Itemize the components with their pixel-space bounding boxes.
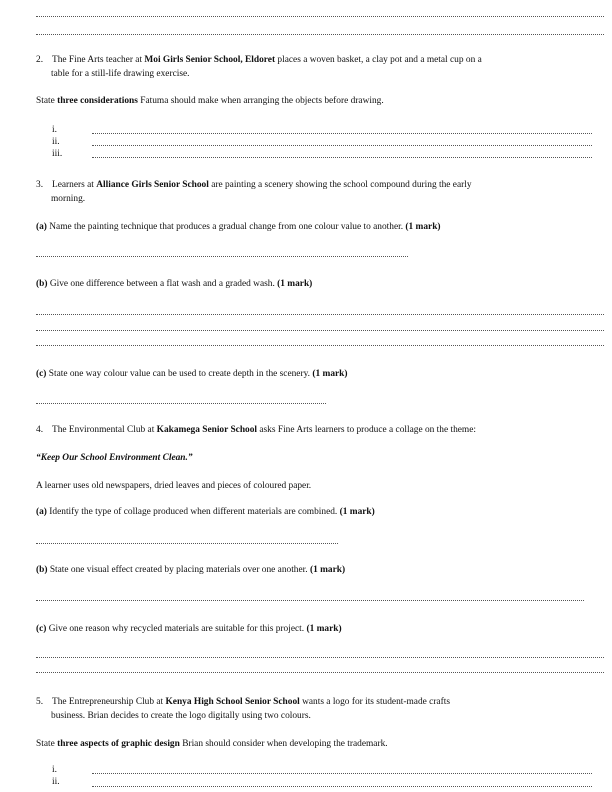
mark-allocation: (1 mark) (306, 624, 342, 634)
mark-allocation: (1 mark) (339, 507, 375, 517)
answer-line[interactable] (36, 16, 604, 17)
part-label: (a) (36, 222, 47, 232)
instr-bold: three aspects of graphic design (57, 739, 180, 749)
mark-allocation: (1 mark) (312, 369, 348, 379)
part-text: Give one reason why recycled materials are suitable for this project. (46, 624, 307, 634)
question-4-context: A learner uses old newspapers, dried leaves and pieces of coloured paper. (36, 481, 312, 491)
question-number: 3. (36, 180, 44, 190)
stem-text: Learners at (52, 180, 97, 190)
answer-line[interactable] (36, 34, 604, 35)
instr-text: Brian should consider when developing the trademark. (179, 739, 388, 749)
instr-text: Fatuma should make when arranging the objects before drawing. (137, 96, 384, 106)
question-number: 4. (36, 425, 44, 435)
question-3-stem-line2: morning. (51, 194, 86, 204)
instr-text: State (36, 739, 58, 749)
question-3b (36, 279, 312, 289)
answer-line[interactable] (36, 403, 326, 404)
item-label: iii. (52, 149, 63, 159)
question-4c (36, 624, 342, 634)
item-label: ii. (52, 777, 60, 787)
stem-text: places a woven basket, a clay pot and a metal cup on a (275, 55, 482, 65)
question-4-stem (36, 425, 476, 435)
part-text: Give one difference between a flat wash and a graded wash. (47, 279, 278, 289)
answer-line[interactable] (92, 133, 592, 134)
question-4b (36, 565, 345, 575)
school-name: Alliance Girls Senior School (96, 180, 209, 190)
question-2-stem-line2: table for a still-life drawing exercise. (51, 69, 190, 79)
answer-line[interactable] (36, 256, 408, 257)
answer-line[interactable] (92, 786, 592, 787)
part-label: (b) (36, 565, 48, 575)
part-label: (c) (36, 624, 47, 634)
stem-text: The Environmental Club at (52, 425, 157, 435)
part-label: (b) (36, 279, 48, 289)
question-3-stem (36, 180, 472, 190)
part-label: (c) (36, 369, 47, 379)
item-label: ii. (52, 137, 60, 147)
question-2-instruction (36, 96, 384, 106)
answer-line[interactable] (92, 773, 592, 774)
question-5-instruction (36, 739, 388, 749)
part-text: Name the painting technique that produces a gradual change from one colour value to another. (46, 222, 406, 232)
question-3c (36, 369, 348, 379)
question-5-stem-line2: business. Brian decides to create the logo digitally using two colours. (51, 711, 311, 721)
answer-line[interactable] (36, 543, 338, 544)
question-4a (36, 507, 375, 517)
theme-text: “Keep Our School Environment Clean.” (36, 453, 193, 463)
stem-text: The Entrepreneurship Club at (52, 697, 166, 707)
stem-text: wants a logo for its student-made crafts (299, 697, 450, 707)
item-label: i. (52, 125, 57, 135)
answer-line[interactable] (36, 657, 604, 658)
answer-line[interactable] (92, 157, 592, 158)
item-label: i. (52, 765, 57, 775)
part-label: (a) (36, 507, 47, 517)
mark-allocation: (1 mark) (277, 279, 313, 289)
question-5-stem (36, 697, 450, 707)
answer-line[interactable] (36, 345, 604, 346)
question-number: 2. (36, 55, 44, 65)
school-name: Kakamega Senior School (156, 425, 258, 435)
mark-allocation: (1 mark) (309, 565, 346, 575)
mark-allocation: (1 mark) (405, 222, 441, 232)
collage-theme (36, 453, 193, 463)
stem-text: are painting a scenery showing the school compound during the early (208, 180, 472, 190)
instr-bold: three considerations (57, 96, 138, 106)
school-name: Kenya High School Senior School (165, 697, 300, 707)
part-text: State one visual effect created by placing materials over one another. (47, 565, 310, 575)
part-text: State one way colour value can be used to create depth in the scenery. (46, 369, 313, 379)
question-3a (36, 222, 441, 232)
question-2-stem (36, 55, 482, 65)
school-name: Moi Girls Senior School, Eldoret (144, 55, 276, 65)
part-text: Identify the type of collage produced when different materials are combined. (46, 507, 340, 517)
instr-text: State (36, 96, 58, 106)
answer-line[interactable] (36, 672, 604, 673)
question-number: 5. (36, 697, 44, 707)
answer-line[interactable] (92, 145, 592, 146)
answer-line[interactable] (36, 600, 584, 601)
stem-text: asks Fine Arts learners to produce a collage on the theme: (257, 425, 476, 435)
answer-line[interactable] (36, 314, 604, 315)
stem-text: The Fine Arts teacher at (52, 55, 145, 65)
answer-line[interactable] (36, 330, 604, 331)
